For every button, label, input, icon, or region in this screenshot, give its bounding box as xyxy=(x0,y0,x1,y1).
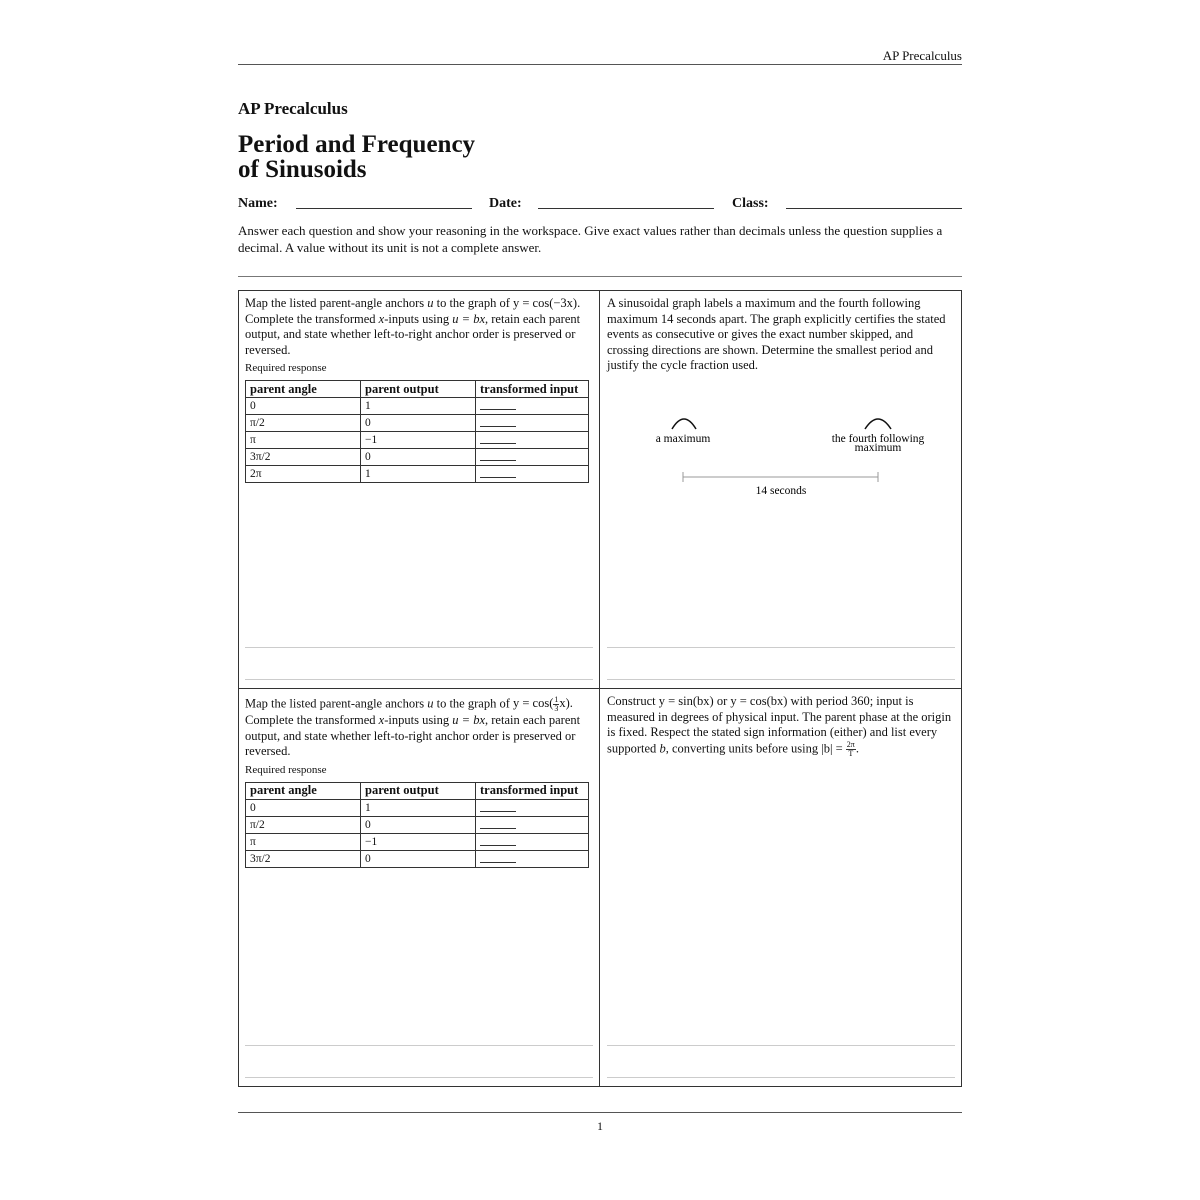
header-rule xyxy=(238,64,962,65)
interval-label: 14 seconds xyxy=(755,485,807,497)
name-field[interactable] xyxy=(296,208,472,209)
fraction: $\frac{1}{3}$ xyxy=(554,695,559,713)
required-response-label: Required response xyxy=(245,362,327,374)
right-event-label-line-2: maximum xyxy=(854,442,902,454)
class-label: Class: xyxy=(732,196,769,211)
anchor-table xyxy=(245,782,589,868)
fraction: $\frac{2\pi}{T}$ xyxy=(846,739,855,758)
page-number: 1 xyxy=(597,1119,603,1133)
date-field[interactable] xyxy=(538,208,714,209)
question-3-prompt: Map the listed parent-angle anchors u to the graph of y = cos( $\frac{1}{3}$ x). Complete the transformed x-inputs using u = bx, retain each parent output, and state whether left-to-right anchor order is preserved or reversed. xyxy=(245,695,581,758)
table-row xyxy=(246,415,589,432)
workspace-line[interactable] xyxy=(245,647,593,648)
column-header: parent output xyxy=(361,782,476,799)
name-label: Name: xyxy=(238,196,278,211)
maximum-marker-left xyxy=(672,419,696,429)
table-row xyxy=(246,799,589,816)
date-label: Date: xyxy=(489,196,522,211)
equation: y = cos(bx) xyxy=(730,694,788,708)
parent-output-cell: 1 xyxy=(361,466,476,483)
right-event-label-line-1: the fourth following xyxy=(831,433,925,445)
answer-blank[interactable] xyxy=(480,416,516,427)
parent-output-cell: −1 xyxy=(361,432,476,449)
workspace-line[interactable] xyxy=(245,1077,593,1078)
transformed-input-cell[interactable] xyxy=(476,415,589,432)
footer-rule xyxy=(238,1112,962,1113)
column-header: transformed input xyxy=(476,381,589,398)
question-4-prompt: Construct y = sin(bx) or y = cos(bx) with period 360; input is measured in degrees of physical input. The parent phase at the origin is fixed. Respect the stated sign information (either) and list every supported b, converting units before using |b| = $\frac{2\pi}{T}$ . xyxy=(607,694,952,758)
table-row xyxy=(246,432,589,449)
parent-angle-cell: π/2 xyxy=(246,816,361,833)
answer-blank[interactable] xyxy=(480,835,516,846)
parent-output-cell: 0 xyxy=(361,850,476,867)
answer-blank[interactable] xyxy=(480,801,516,812)
column-header: parent output xyxy=(361,381,476,398)
transformed-input-cell[interactable] xyxy=(476,850,589,867)
anchor-table xyxy=(245,380,589,483)
equation: y = cos(−3x). xyxy=(512,296,581,310)
instructions: Answer each question and show your reasoning in the workspace. Give exact values rather than decimals unless the question supplies a decimal. A value without its unit is not a complete answer. xyxy=(238,223,943,255)
column-header: parent angle xyxy=(246,381,361,398)
answer-blank[interactable] xyxy=(480,399,516,410)
class-field[interactable] xyxy=(786,208,962,209)
equation: y = sin(bx) xyxy=(658,694,714,708)
course-name: AP Precalculus xyxy=(238,99,348,118)
left-event-label: a maximum xyxy=(655,433,711,445)
column-header: parent angle xyxy=(246,782,361,799)
table-row xyxy=(246,816,589,833)
question-1-prompt: Map the listed parent-angle anchors u to the graph of y = cos(−3x). Complete the transformed x-inputs using u = bx, retain each parent output, and state whether left-to-right anchor order is preserved or reversed. xyxy=(245,296,581,357)
answer-blank[interactable] xyxy=(480,852,516,863)
column-header: transformed input xyxy=(476,782,589,799)
transformed-input-cell[interactable] xyxy=(476,799,589,816)
transformed-input-cell[interactable] xyxy=(476,432,589,449)
equation: y = cos( $\frac{1}{3}$ x). xyxy=(512,695,573,713)
workspace-line[interactable] xyxy=(607,1077,955,1078)
events-diagram xyxy=(605,405,955,505)
table-row xyxy=(246,398,589,415)
parent-output-cell: 0 xyxy=(361,449,476,466)
question-1 xyxy=(245,296,593,483)
running-head: AP Precalculus xyxy=(882,48,962,63)
parent-output-cell: 1 xyxy=(361,799,476,816)
parent-angle-cell: π xyxy=(246,432,361,449)
workspace-line[interactable] xyxy=(245,1045,593,1046)
title-line-2: of Sinusoids xyxy=(238,156,367,183)
answer-blank[interactable] xyxy=(480,467,516,478)
answer-blank[interactable] xyxy=(480,433,516,444)
parent-angle-cell: 0 xyxy=(246,398,361,415)
title-line-1: Period and Frequency xyxy=(238,131,476,158)
table-row xyxy=(246,850,589,867)
transformed-input-cell[interactable] xyxy=(476,833,589,850)
transformed-input-cell[interactable] xyxy=(476,449,589,466)
parent-angle-cell: 3π/2 xyxy=(246,850,361,867)
parent-output-cell: −1 xyxy=(361,833,476,850)
grid-divider-horizontal xyxy=(238,688,962,689)
worksheet-title xyxy=(238,132,475,182)
required-response-label: Required response xyxy=(245,763,327,776)
parent-output-cell: 0 xyxy=(361,415,476,432)
parent-angle-cell: 3π/2 xyxy=(246,449,361,466)
answer-blank[interactable] xyxy=(480,818,516,829)
parent-angle-cell: π/2 xyxy=(246,415,361,432)
parent-angle-cell: 2π xyxy=(246,466,361,483)
transformed-input-cell[interactable] xyxy=(476,398,589,415)
question-2-prompt: A sinusoidal graph labels a maximum and the fourth following maximum 14 seconds apart. The graph explicitly certifies the stated events as consecutive or gives the exact number skipped, and crossing directions are shown. Determine the smallest period and justify the cycle fraction used. xyxy=(607,296,946,372)
transformed-input-cell[interactable] xyxy=(476,466,589,483)
workspace-line[interactable] xyxy=(607,1045,955,1046)
table-row xyxy=(246,833,589,850)
parent-output-cell: 0 xyxy=(361,816,476,833)
table-row xyxy=(246,466,589,483)
table-row xyxy=(246,449,589,466)
question-3 xyxy=(245,696,593,868)
transformed-input-cell[interactable] xyxy=(476,816,589,833)
maximum-marker-right xyxy=(865,419,891,429)
parent-output-cell: 1 xyxy=(361,398,476,415)
parent-angle-cell: 0 xyxy=(246,799,361,816)
workspace-line[interactable] xyxy=(245,679,593,680)
workspace-line[interactable] xyxy=(607,679,955,680)
workspace-line[interactable] xyxy=(607,647,955,648)
parent-angle-cell: π xyxy=(246,833,361,850)
answer-blank[interactable] xyxy=(480,450,516,461)
instructions-rule xyxy=(238,276,962,277)
